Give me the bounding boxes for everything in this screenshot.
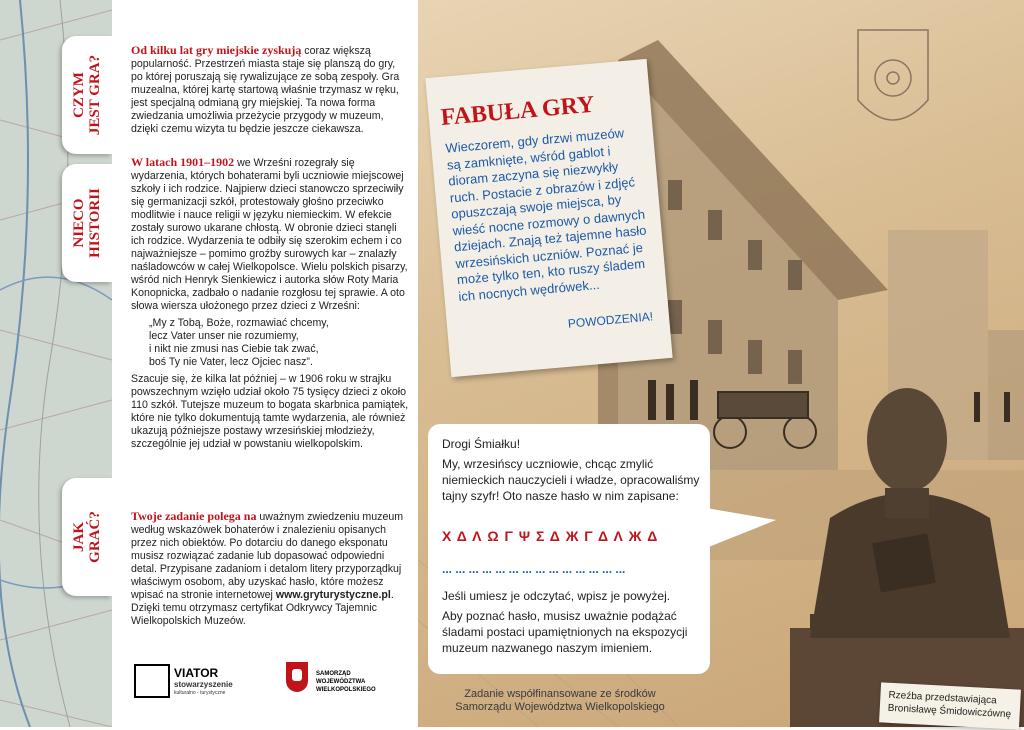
tab-nieco-label: NIECO HISTORII [71, 188, 103, 258]
paragraph-howto-text: uważnym zwiedzeniu muzeum według wskazówek bohaterów i znalezieniu opisanych przez nich obiektów. Po dotarciu do danego eksponatu musisz rozwiązać zadanie lub dopasować odpowiedni detal. Przypisane zadaniom i detalom litery przyporządkuj właściwym osobom, aby uzyskać hasło, które możesz wpisać na stronie internetowej [131, 511, 404, 601]
samorzad-logo [286, 662, 406, 698]
poem-line: lecz Vater unser nie rozumiemy, [149, 330, 299, 342]
viator-name: VIATOR [174, 666, 219, 680]
samorzad-name: SAMORZĄD WOJEWÓDZTWA WIELKOPOLSKIEGO [316, 671, 376, 693]
paragraph-howto [131, 510, 409, 628]
website-link[interactable]: www.gryturystyczne.pl [275, 589, 391, 601]
story-title: FABUŁA GRY [439, 91, 596, 131]
text-column [112, 0, 418, 727]
paragraph-intro-lead: Od kilku lat gry miejskie zyskują [131, 43, 302, 57]
story-note [425, 59, 672, 377]
poem-line: „My z Tobą, Boże, rozmawiać chcemy, [149, 317, 329, 329]
cipher-text: Χ Δ Λ Ω Γ Ψ Σ Δ Ж Γ Δ Λ Ж Δ [442, 528, 659, 544]
password-answer-field[interactable]: ... ... ... ... ... ... ... ... ... ... ... ... ... ... [442, 562, 626, 576]
tab-jak-grac [62, 478, 112, 596]
tab-czym-label: CZYM JEST GRA? [71, 54, 103, 136]
paragraph-howto-tail: . Dzięki temu otrzymasz certyfikat Odkrywcy Tajemnic Wielkopolskich Muzeów. [131, 589, 394, 627]
poem-line: i nikt nie zmusi nas Ciebie tak zwać, [149, 343, 319, 355]
paragraph-intro-text: coraz większą popularność. Przestrzeń miasta staje się planszą do gry, po której poruszają się rywalizujące ze sobą zespoły. Gra muzealna, której kartę startową właśnie trzymasz w ręku, jest specjalną odmianą gry miejskiej. Ta nowa forma zwiedzania umożliwia przeżycie przygody w muzeum, dzięki czemu wizyta tu będzie jeszcze ciekawsza. [131, 45, 400, 135]
coat-of-arms-icon [858, 30, 928, 120]
bubble-hint: Jeśli umiesz je odczytać, wpisz je powyżej. [442, 589, 671, 603]
viator-icon [134, 664, 170, 698]
statue-caption [879, 682, 1021, 729]
paragraph-history-after: Szacuje się, że kilka lat później – w 1906 roku w strajku powszechnym wzięło udział około 75 tysięcy dzieci z około 110 szkół. Tutejsze muzeum to bogata skarbnica pamiątek, które nie tylko dokumentują tamte wydarzenia, ale również ukazują późniejsze postawy wrzesińskiej młodzieży, szczególnie jej udział w powstaniu wielkopolskim. [131, 373, 409, 450]
paragraph-history-lead: W latach 1901–1902 [131, 155, 235, 169]
cofinance-note: Zadanie współfinansowane ze środków Samorządu Województwa Wielkopolskiego [455, 688, 665, 713]
tab-nieco-historii [62, 164, 112, 282]
speech-bubble [428, 424, 710, 674]
bubble-greeting: Drogi Śmiałku! [442, 437, 521, 451]
statue-bronislawa [790, 378, 1024, 727]
paragraph-history [131, 156, 409, 451]
paragraph-howto-lead: Twoje zadanie polega na [131, 509, 257, 523]
bubble-outro [442, 588, 704, 656]
bubble-outro-text: Aby poznać hasło, musisz uważnie podążać śladami postaci upamiętnionych na ekspozycji muzeum nazwanego naszym imieniem. [442, 609, 688, 655]
paragraph-intro [131, 44, 409, 136]
speech-bubble-tail [706, 508, 776, 548]
poem-line: boś Ty nie Vater, lecz Ojciec nasz”. [149, 356, 313, 368]
bubble-intro-text: My, wrzesińscy uczniowie, chcąc zmylić niemieckich nauczycieli i władze, opracowaliśmy tajny szyfr! Oto nasze hasło w nim zapisane: [442, 457, 700, 503]
poem [131, 317, 409, 369]
tab-jak-label: JAK GRAĆ? [71, 511, 103, 563]
map-strip [0, 0, 112, 727]
eagle-shield-icon [286, 662, 308, 692]
bubble-intro [442, 436, 700, 504]
viator-sub2: kulturalno - turystyczne [174, 690, 226, 696]
story-text: Wieczorem, gdy drzwi muzeów są zamknięte, wśród gablot i dioram zaczyna się niezwykły ruch. Postacie z obrazów i zdjęć opuszczają swoje miejsca, by wieść nocne rozmowy o dawnych dziejach. Znają też tajemne hasło wrzesińskich uczniów. Poznać je może tylko ten, kto ruszy śladem ich nocnych wędrówek... [444, 125, 648, 304]
viator-logo [134, 664, 254, 696]
story-sign: POWODZENIA! [567, 309, 654, 331]
partner-logos [134, 660, 394, 700]
statue-caption-text: Rzeźba przedstawiająca Bronisławę Śmidowiczównę [887, 689, 1012, 721]
tab-czym-jest-gra [62, 36, 112, 154]
viator-sub: stowarzyszenie [174, 680, 233, 689]
paragraph-history-text: we Wrześni rozegrały się wydarzenia, których bohaterami byli uczniowie miejscowej szkoły i ich rodzice. Najpierw dzieci stanowczo sprzeciwiły się germanizacji szkół, protestowały głośno przeciwko modlitwie i nauce religii w języku niemieckim. W efekcie zostały surowo ukarane chłostą. W obronie dzieci stanęli ich rodzice. Wydarzenia te odbiły się szerokim echem i co najważniejsze – pomimo groźby surowych kar – znalazły naśladowców w całej Wielkopolsce. Wielu polskich pisarzy, wśród nich Henryk Sienkiewicz i autorka słów Roty Maria Konopnicka, zadbało o nadanie rozgłosu tej sprawie. A oto słowa wiersza ułożonego przez dzieci z Wrześni: [131, 157, 408, 312]
